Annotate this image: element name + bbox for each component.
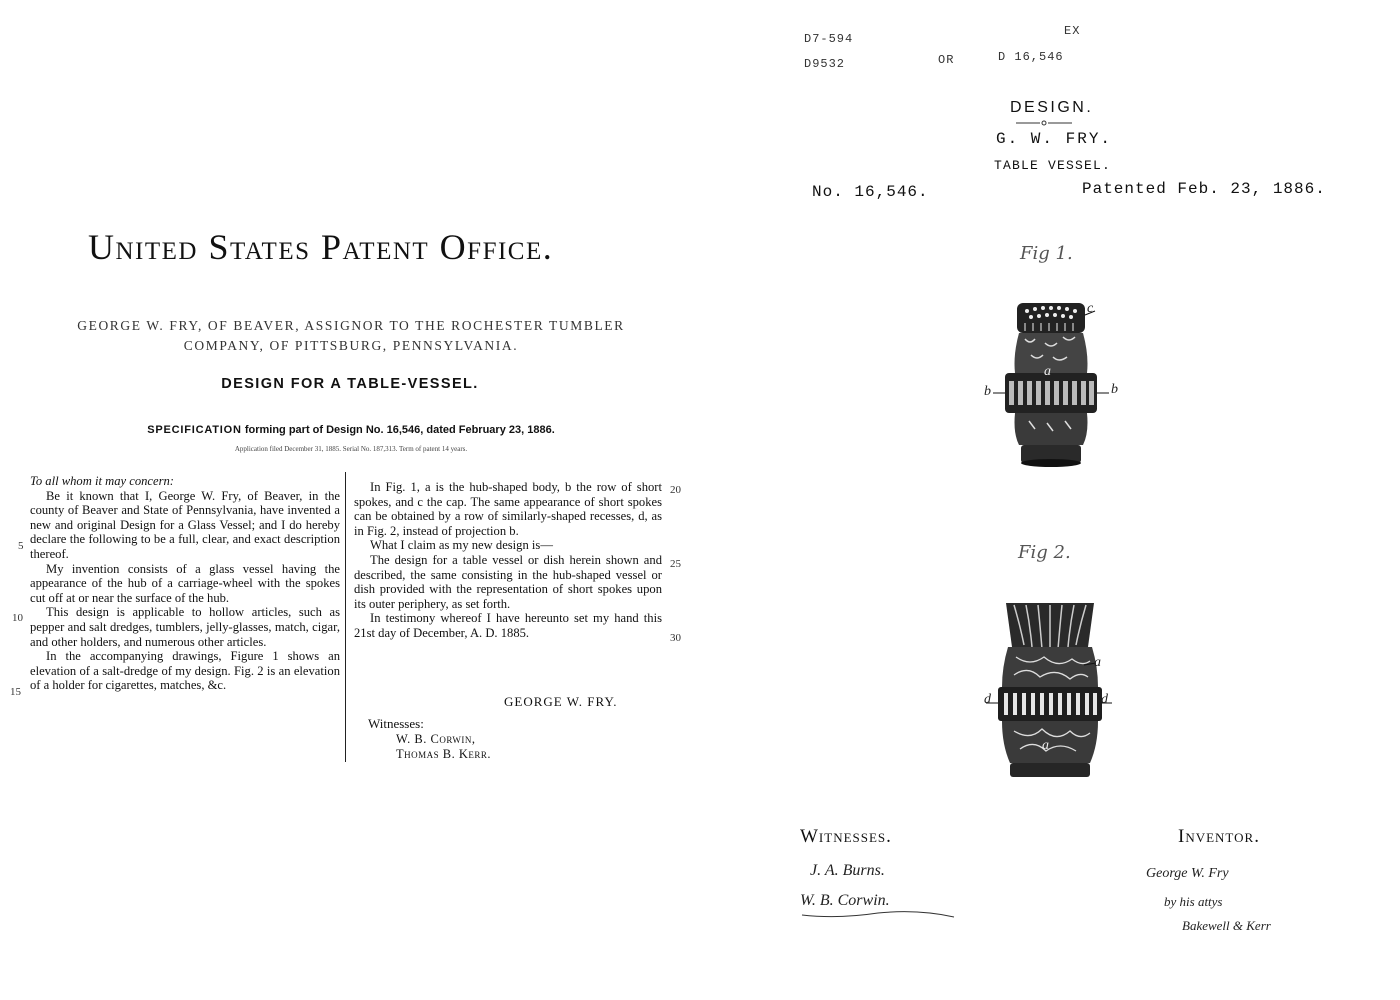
witnesses-label: Witnesses:	[368, 716, 424, 731]
witness-signature: J. A. Burns.	[810, 862, 885, 879]
drawing-witnesses-title: Witnesses.	[800, 826, 892, 847]
patent-date: Patented Feb. 23, 1886.	[1082, 180, 1326, 198]
body-column-left	[30, 474, 340, 693]
paragraph: In Fig. 1, a is the hub-shaped body, b the row of short spokes, and c the cap. The same appearance of short spokes can be obtained by a row of similarly-shaped recesses, d, as in Fig. 2, instead of projection b.	[354, 480, 662, 538]
office-title: United States Patent Office.	[88, 227, 554, 267]
witness-name: Thomas B. Kerr.	[396, 747, 492, 761]
figure-2-letter-d-left: d	[984, 692, 991, 707]
figure-1-letter-a: a	[1044, 364, 1051, 379]
line-number: 15	[10, 686, 21, 698]
figure-1-letter-b-left: b	[984, 384, 991, 399]
paragraph: The design for a table vessel or dish herein shown and described, the same consisting in the hub-shaped vessel or dish provided with the representation of short spokes upon its outer periphery, as set forth.	[354, 552, 662, 611]
specification-line	[96, 424, 606, 436]
witness-signature: W. B. Corwin.	[800, 892, 890, 909]
signature-flourish	[798, 905, 958, 921]
body-column-right	[354, 480, 662, 641]
paragraph: In testimony whereof I have hereunto set my hand this 21st day of December, A. D. 1885.	[354, 611, 662, 640]
archive-stamp: D9532	[804, 57, 846, 71]
drawing-inventor-name: G. W. FRY.	[996, 130, 1113, 148]
inventor-signature: George W. Fry	[1146, 866, 1229, 881]
figure-1-label: Fig 1.	[1020, 243, 1073, 264]
figure-1-salt-dredge-drawing	[975, 295, 1125, 475]
paragraph: Be it known that I, George W. Fry, of Beaver, in the county of Beaver and State of Pennsylvania, have invented a new and original Design for a Glass Vessel; and I do hereby declare the following to be a full, clear, and exact description thereof.	[30, 488, 340, 561]
specification-label: SPECIFICATION	[147, 424, 242, 436]
drawing-design-label: DESIGN.	[1010, 99, 1094, 116]
figure-2-label: Fig 2.	[1018, 542, 1071, 563]
paragraph: What I claim as my new design is—	[370, 538, 553, 553]
patentee-line: GEORGE W. FRY, OF BEAVER, ASSIGNOR TO THE ROCHESTER TUMBLER COMPANY, OF PITTSBURG, PENNSYLVANIA.	[77, 318, 625, 353]
design-heading: DESIGN FOR A TABLE-VESSEL.	[221, 376, 479, 392]
ornament-rule	[1016, 119, 1072, 127]
specification-text: forming part of Design No. 16,546, dated February 23, 1886.	[244, 424, 555, 436]
archive-stamp: D 16,546	[998, 50, 1064, 64]
paragraph: This design is applicable to hollow articles, such as pepper and salt dredges, tumblers, jelly-glasses, match, cigar, and other holders, and numerous other articles.	[30, 605, 340, 649]
line-number: 5	[18, 540, 24, 552]
archive-stamp: D7-594	[804, 32, 854, 46]
column-divider	[345, 472, 346, 762]
signer-name: GEORGE W. FRY.	[504, 694, 618, 709]
paragraph: In the accompanying drawings, Figure 1 shows an elevation of a salt-dredge of my design. Fig. 2 is an elevation of a holder for cigarettes, matches, &c.	[30, 649, 340, 693]
figure-2-letter-d-right: d	[1101, 692, 1108, 707]
figure-2-letter-a-upper: a	[1094, 655, 1101, 670]
archive-stamp: OR	[938, 53, 955, 67]
line-number: 10	[12, 612, 23, 624]
attorney-signature: Bakewell & Kerr	[1182, 918, 1271, 933]
salutation: To all whom it may concern:	[30, 474, 175, 488]
figure-1-letter-b-right: b	[1111, 382, 1118, 397]
drawing-inventor-title: Inventor.	[1178, 826, 1260, 847]
attorneys-label: by his attys	[1164, 894, 1223, 909]
figure-2-holder-drawing	[980, 595, 1120, 785]
line-number: 25	[670, 558, 681, 570]
drawing-article-title: TABLE VESSEL.	[994, 158, 1112, 173]
line-number: 30	[670, 632, 681, 644]
witness-name: W. B. Corwin,	[396, 732, 476, 746]
figure-2-letter-a-lower: a	[1042, 738, 1049, 753]
line-number: 20	[670, 484, 681, 496]
paragraph: My invention consists of a glass vessel having the appearance of the hub of a carriage-wheel with the spokes cut off at or near the surface of the hub.	[30, 561, 340, 605]
application-line: Application filed December 31, 1885. Serial No. 187,313. Term of patent 14 years.	[234, 445, 468, 453]
archive-stamp: EX	[1064, 24, 1081, 38]
figure-1-letter-c: c	[1087, 301, 1094, 316]
patent-number: No. 16,546.	[812, 183, 929, 201]
